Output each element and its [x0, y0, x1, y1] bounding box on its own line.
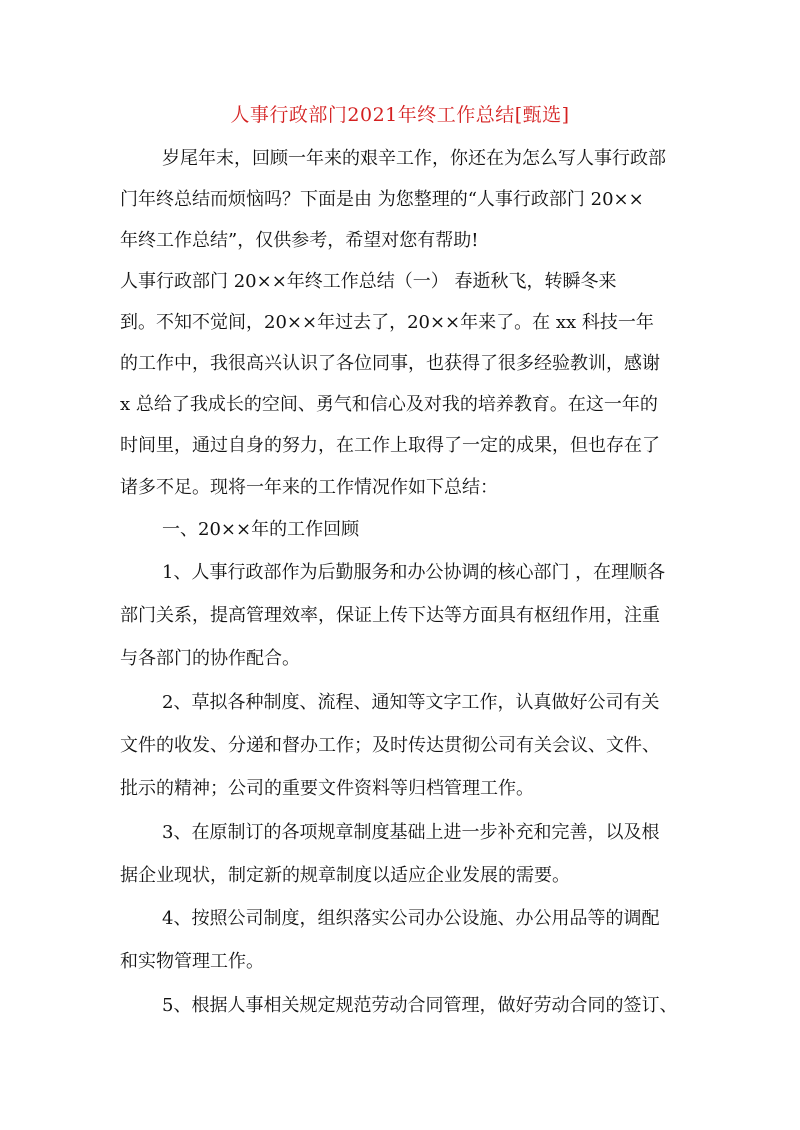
paragraph-line: 2、草拟各种制度、流程、通知等文字工作，认真做好公司有关 — [162, 692, 660, 713]
paragraph-line: 和实物管理工作。 — [120, 951, 264, 972]
paragraph-line: 批示的精神；公司的重要文件资料等归档管理工作。 — [120, 778, 534, 799]
paragraph-line: 1、人事行政部作为后勤服务和办公协调的核心部门 ，在理顺各 — [162, 562, 666, 583]
document-title: 人事行政部门2021年终工作总结[甄选] — [230, 104, 570, 126]
paragraph-line: x 总给了我成长的空间、勇气和信心及对我的培养教育。在这一年的 — [120, 394, 658, 415]
paragraph-line: 部门关系，提高管理效率，保证上传下达等方面具有枢纽作用，注重 — [120, 605, 660, 626]
paragraph-line: 人事行政部门 20××年终工作总结（一） 春逝秋飞，转瞬冬来 — [120, 271, 617, 292]
paragraph-line: 3、在原制订的各项规章制度基础上进一步补充和完善，以及根 — [162, 822, 660, 843]
section-heading: 一、20××年的工作回顾 — [162, 519, 360, 540]
paragraph-line: 门年终总结而烦恼吗？下面是由 为您整理的“人事行政部门 20×× — [120, 189, 644, 210]
paragraph-line: 4、按照公司制度，组织落实公司办公设施、办公用品等的调配 — [162, 908, 660, 929]
paragraph-line: 诸多不足。现将一年来的工作情况作如下总结： — [120, 477, 498, 498]
paragraph-line: 到。不知不觉间，20××年过去了，20××年来了。在 xx 科技一年 — [120, 312, 654, 333]
paragraph-line: 年终工作总结”，仅供参考，希望对您有帮助! — [120, 230, 479, 251]
paragraph-line: 文件的收发、分递和督办工作；及时传达贯彻公司有关会议、文件、 — [120, 735, 660, 756]
paragraph-line: 的工作中，我很高兴认识了各位同事，也获得了很多经验教训，感谢 — [120, 353, 660, 374]
paragraph-line: 据企业现状，制定新的规章制度以适应企业发展的需要。 — [120, 865, 570, 886]
paragraph-line: 时间里，通过自身的努力，在工作上取得了一定的成果，但也存在了 — [120, 435, 660, 456]
paragraph-line: 岁尾年末，回顾一年来的艰辛工作，你还在为怎么写人事行政部 — [162, 148, 666, 169]
paragraph-line: 5、根据人事相关规定规范劳动合同管理，做好劳动合同的签订、 — [162, 995, 678, 1016]
paragraph-line: 与各部门的协作配合。 — [120, 648, 300, 669]
